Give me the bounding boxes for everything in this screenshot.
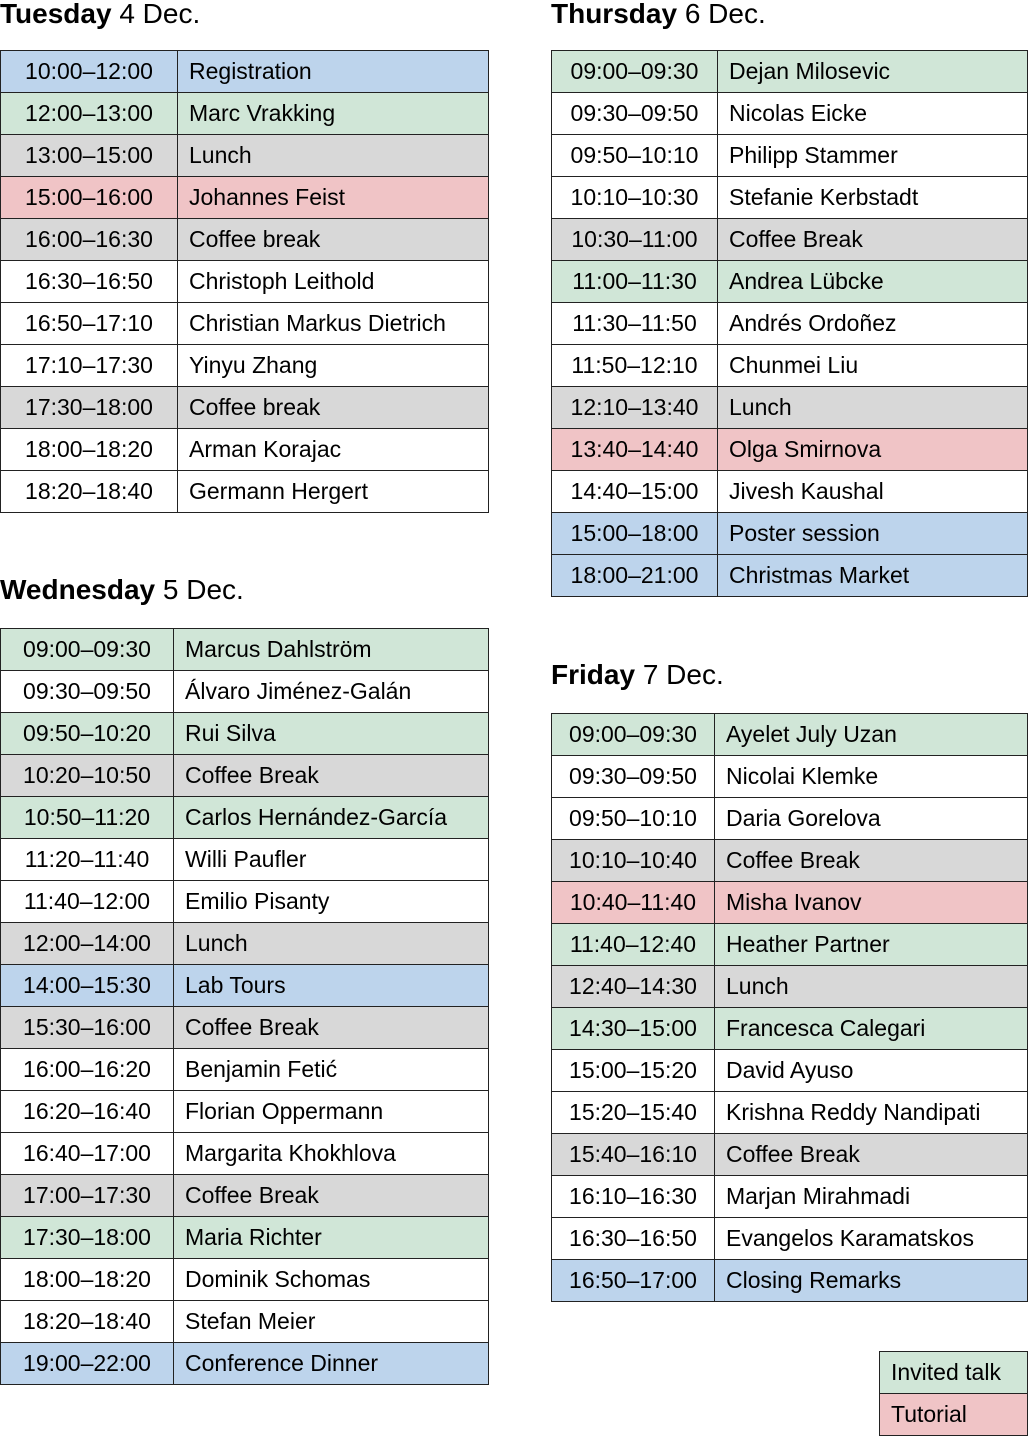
time-slot: 13:00–15:00 xyxy=(1,135,178,177)
schedule-row xyxy=(1,713,489,755)
time-slot: 15:00–18:00 xyxy=(552,513,718,555)
session-title: Arman Korajac xyxy=(178,429,489,471)
schedule-row xyxy=(552,219,1028,261)
time-slot: 16:30–16:50 xyxy=(1,261,178,303)
time-slot: 15:00–15:20 xyxy=(552,1050,715,1092)
time-slot: 19:00–22:00 xyxy=(1,1343,174,1385)
schedule-row xyxy=(1,755,489,797)
session-title: Margarita Khokhlova xyxy=(174,1133,489,1175)
day-heading-friday xyxy=(551,661,724,689)
time-slot: 18:00–18:20 xyxy=(1,1259,174,1301)
session-title: Nicolai Klemke xyxy=(715,756,1028,798)
time-slot: 18:20–18:40 xyxy=(1,471,178,513)
schedule-row xyxy=(552,924,1028,966)
session-title: Coffee Break xyxy=(174,755,489,797)
time-slot: 15:30–16:00 xyxy=(1,1007,174,1049)
schedule-row xyxy=(1,471,489,513)
schedule-row xyxy=(1,1133,489,1175)
time-slot: 09:00–09:30 xyxy=(552,51,718,93)
session-title: Registration xyxy=(178,51,489,93)
schedule-table-friday xyxy=(551,713,1028,1302)
schedule-row xyxy=(1,429,489,471)
schedule-row xyxy=(1,219,489,261)
session-title: Maria Richter xyxy=(174,1217,489,1259)
session-title: Nicolas Eicke xyxy=(718,93,1028,135)
schedule-row xyxy=(1,93,489,135)
schedule-row xyxy=(1,1007,489,1049)
schedule-row xyxy=(1,1217,489,1259)
schedule-row xyxy=(1,387,489,429)
session-title: Benjamin Fetić xyxy=(174,1049,489,1091)
schedule-row xyxy=(552,1050,1028,1092)
schedule-row xyxy=(1,135,489,177)
time-slot: 11:20–11:40 xyxy=(1,839,174,881)
schedule-row xyxy=(1,839,489,881)
schedule-row xyxy=(552,555,1028,597)
time-slot: 16:50–17:10 xyxy=(1,303,178,345)
session-title: Christoph Leithold xyxy=(178,261,489,303)
time-slot: 09:50–10:10 xyxy=(552,798,715,840)
time-slot: 09:30–09:50 xyxy=(552,93,718,135)
weekday-label: Tuesday xyxy=(0,0,112,29)
session-title: Willi Paufler xyxy=(174,839,489,881)
schedule-row xyxy=(552,177,1028,219)
session-title: Ayelet July Uzan xyxy=(715,714,1028,756)
schedule-row xyxy=(552,261,1028,303)
session-title: Lunch xyxy=(178,135,489,177)
session-title: Dominik Schomas xyxy=(174,1259,489,1301)
legend-item-tutorial xyxy=(880,1394,1028,1436)
legend-item-invited-talk xyxy=(880,1352,1028,1394)
time-slot: 15:00–16:00 xyxy=(1,177,178,219)
schedule-row xyxy=(1,303,489,345)
schedule-row xyxy=(552,93,1028,135)
schedule-row xyxy=(552,840,1028,882)
session-title: Lunch xyxy=(718,387,1028,429)
schedule-row xyxy=(552,966,1028,1008)
date-label: 7 Dec. xyxy=(642,659,724,690)
date-label: 4 Dec. xyxy=(119,0,201,29)
schedule-row xyxy=(1,965,489,1007)
time-slot: 14:30–15:00 xyxy=(552,1008,715,1050)
time-slot: 12:40–14:30 xyxy=(552,966,715,1008)
time-slot: 17:10–17:30 xyxy=(1,345,178,387)
session-title: Evangelos Karamatskos xyxy=(715,1218,1028,1260)
session-title: Marc Vrakking xyxy=(178,93,489,135)
schedule-row xyxy=(552,135,1028,177)
schedule-row xyxy=(552,513,1028,555)
time-slot: 16:50–17:00 xyxy=(552,1260,715,1302)
session-title: Lunch xyxy=(715,966,1028,1008)
day-heading-wednesday xyxy=(0,576,244,604)
schedule-row xyxy=(1,345,489,387)
schedule-table-thursday xyxy=(551,50,1028,597)
legend-label: Tutorial xyxy=(880,1394,1028,1436)
schedule-row xyxy=(1,797,489,839)
session-title: Closing Remarks xyxy=(715,1260,1028,1302)
legend-label: Invited talk xyxy=(880,1352,1028,1394)
session-title: Carlos Hernández-García xyxy=(174,797,489,839)
day-heading-tuesday xyxy=(0,0,200,28)
time-slot: 10:50–11:20 xyxy=(1,797,174,839)
session-title: Coffee Break xyxy=(715,840,1028,882)
session-title: Coffee Break xyxy=(715,1134,1028,1176)
schedule-table-tuesday xyxy=(0,50,489,513)
session-title: Chunmei Liu xyxy=(718,345,1028,387)
schedule-row xyxy=(552,882,1028,924)
time-slot: 09:50–10:20 xyxy=(1,713,174,755)
session-title: Stefanie Kerbstadt xyxy=(718,177,1028,219)
schedule-row xyxy=(1,629,489,671)
weekday-label: Thursday xyxy=(551,0,678,29)
session-title: Coffee break xyxy=(178,387,489,429)
time-slot: 13:40–14:40 xyxy=(552,429,718,471)
session-title: Dejan Milosevic xyxy=(718,51,1028,93)
time-slot: 10:30–11:00 xyxy=(552,219,718,261)
schedule-row xyxy=(552,303,1028,345)
time-slot: 11:50–12:10 xyxy=(552,345,718,387)
session-title: Coffee Break xyxy=(718,219,1028,261)
time-slot: 12:10–13:40 xyxy=(552,387,718,429)
session-title: Emilio Pisanty xyxy=(174,881,489,923)
day-tuesday xyxy=(0,0,200,28)
schedule-row xyxy=(1,881,489,923)
time-slot: 16:10–16:30 xyxy=(552,1176,715,1218)
time-slot: 18:20–18:40 xyxy=(1,1301,174,1343)
time-slot: 09:30–09:50 xyxy=(552,756,715,798)
time-slot: 14:00–15:30 xyxy=(1,965,174,1007)
time-slot: 10:10–10:40 xyxy=(552,840,715,882)
time-slot: 10:40–11:40 xyxy=(552,882,715,924)
schedule-row xyxy=(1,261,489,303)
session-title: Philipp Stammer xyxy=(718,135,1028,177)
schedule-row xyxy=(552,387,1028,429)
session-title: Andrés Ordoñez xyxy=(718,303,1028,345)
schedule-row xyxy=(552,1218,1028,1260)
time-slot: 14:40–15:00 xyxy=(552,471,718,513)
time-slot: 17:30–18:00 xyxy=(1,1217,174,1259)
session-title: Germann Hergert xyxy=(178,471,489,513)
session-title: Poster session xyxy=(718,513,1028,555)
session-title: Coffee break xyxy=(178,219,489,261)
session-title: Christmas Market xyxy=(718,555,1028,597)
time-slot: 18:00–21:00 xyxy=(552,555,718,597)
session-title: David Ayuso xyxy=(715,1050,1028,1092)
day-friday xyxy=(551,661,724,689)
time-slot: 11:30–11:50 xyxy=(552,303,718,345)
time-slot: 11:40–12:00 xyxy=(1,881,174,923)
time-slot: 11:40–12:40 xyxy=(552,924,715,966)
time-slot: 17:30–18:00 xyxy=(1,387,178,429)
time-slot: 12:00–13:00 xyxy=(1,93,178,135)
schedule-row xyxy=(1,1049,489,1091)
session-title: Jivesh Kaushal xyxy=(718,471,1028,513)
session-title: Marcus Dahlström xyxy=(174,629,489,671)
time-slot: 09:50–10:10 xyxy=(552,135,718,177)
session-title: Lab Tours xyxy=(174,965,489,1007)
session-title: Yinyu Zhang xyxy=(178,345,489,387)
legend xyxy=(879,1351,1028,1436)
session-title: Álvaro Jiménez-Galán xyxy=(174,671,489,713)
session-title: Daria Gorelova xyxy=(715,798,1028,840)
time-slot: 16:40–17:00 xyxy=(1,1133,174,1175)
time-slot: 11:00–11:30 xyxy=(552,261,718,303)
session-title: Francesca Calegari xyxy=(715,1008,1028,1050)
session-title: Krishna Reddy Nandipati xyxy=(715,1092,1028,1134)
session-title: Misha Ivanov xyxy=(715,882,1028,924)
weekday-label: Friday xyxy=(551,659,636,690)
schedule-row xyxy=(552,798,1028,840)
schedule-row xyxy=(1,1175,489,1217)
session-title: Coffee Break xyxy=(174,1007,489,1049)
time-slot: 16:00–16:30 xyxy=(1,219,178,261)
session-title: Stefan Meier xyxy=(174,1301,489,1343)
weekday-label: Wednesday xyxy=(0,574,156,605)
schedule-row xyxy=(1,51,489,93)
session-title: Coffee Break xyxy=(174,1175,489,1217)
session-title: Florian Oppermann xyxy=(174,1091,489,1133)
schedule-row xyxy=(552,714,1028,756)
session-title: Lunch xyxy=(174,923,489,965)
schedule-row xyxy=(552,1134,1028,1176)
time-slot: 15:40–16:10 xyxy=(552,1134,715,1176)
day-heading-thursday xyxy=(551,0,766,28)
schedule-table-wednesday xyxy=(0,628,489,1385)
schedule-row xyxy=(552,345,1028,387)
time-slot: 18:00–18:20 xyxy=(1,429,178,471)
time-slot: 16:00–16:20 xyxy=(1,1049,174,1091)
schedule-row xyxy=(552,51,1028,93)
session-title: Heather Partner xyxy=(715,924,1028,966)
time-slot: 16:20–16:40 xyxy=(1,1091,174,1133)
day-thursday xyxy=(551,0,766,28)
day-wednesday xyxy=(0,576,244,604)
session-title: Marjan Mirahmadi xyxy=(715,1176,1028,1218)
schedule-row xyxy=(552,471,1028,513)
schedule-row xyxy=(552,756,1028,798)
time-slot: 12:00–14:00 xyxy=(1,923,174,965)
date-label: 5 Dec. xyxy=(162,574,244,605)
time-slot: 16:30–16:50 xyxy=(552,1218,715,1260)
time-slot: 09:00–09:30 xyxy=(552,714,715,756)
time-slot: 10:20–10:50 xyxy=(1,755,174,797)
schedule-row xyxy=(1,671,489,713)
schedule-row xyxy=(552,1176,1028,1218)
schedule-row xyxy=(1,1301,489,1343)
schedule-row xyxy=(1,1091,489,1133)
schedule-row xyxy=(1,177,489,219)
session-title: Andrea Lübcke xyxy=(718,261,1028,303)
schedule-row xyxy=(1,923,489,965)
schedule-row xyxy=(1,1259,489,1301)
session-title: Rui Silva xyxy=(174,713,489,755)
time-slot: 09:30–09:50 xyxy=(1,671,174,713)
session-title: Conference Dinner xyxy=(174,1343,489,1385)
schedule-row xyxy=(552,1260,1028,1302)
time-slot: 15:20–15:40 xyxy=(552,1092,715,1134)
schedule-row xyxy=(552,1092,1028,1134)
time-slot: 09:00–09:30 xyxy=(1,629,174,671)
time-slot: 10:00–12:00 xyxy=(1,51,178,93)
schedule-row xyxy=(1,1343,489,1385)
schedule-row xyxy=(552,429,1028,471)
date-label: 6 Dec. xyxy=(684,0,766,29)
time-slot: 10:10–10:30 xyxy=(552,177,718,219)
session-title: Christian Markus Dietrich xyxy=(178,303,489,345)
time-slot: 17:00–17:30 xyxy=(1,1175,174,1217)
schedule-row xyxy=(552,1008,1028,1050)
session-title: Olga Smirnova xyxy=(718,429,1028,471)
session-title: Johannes Feist xyxy=(178,177,489,219)
